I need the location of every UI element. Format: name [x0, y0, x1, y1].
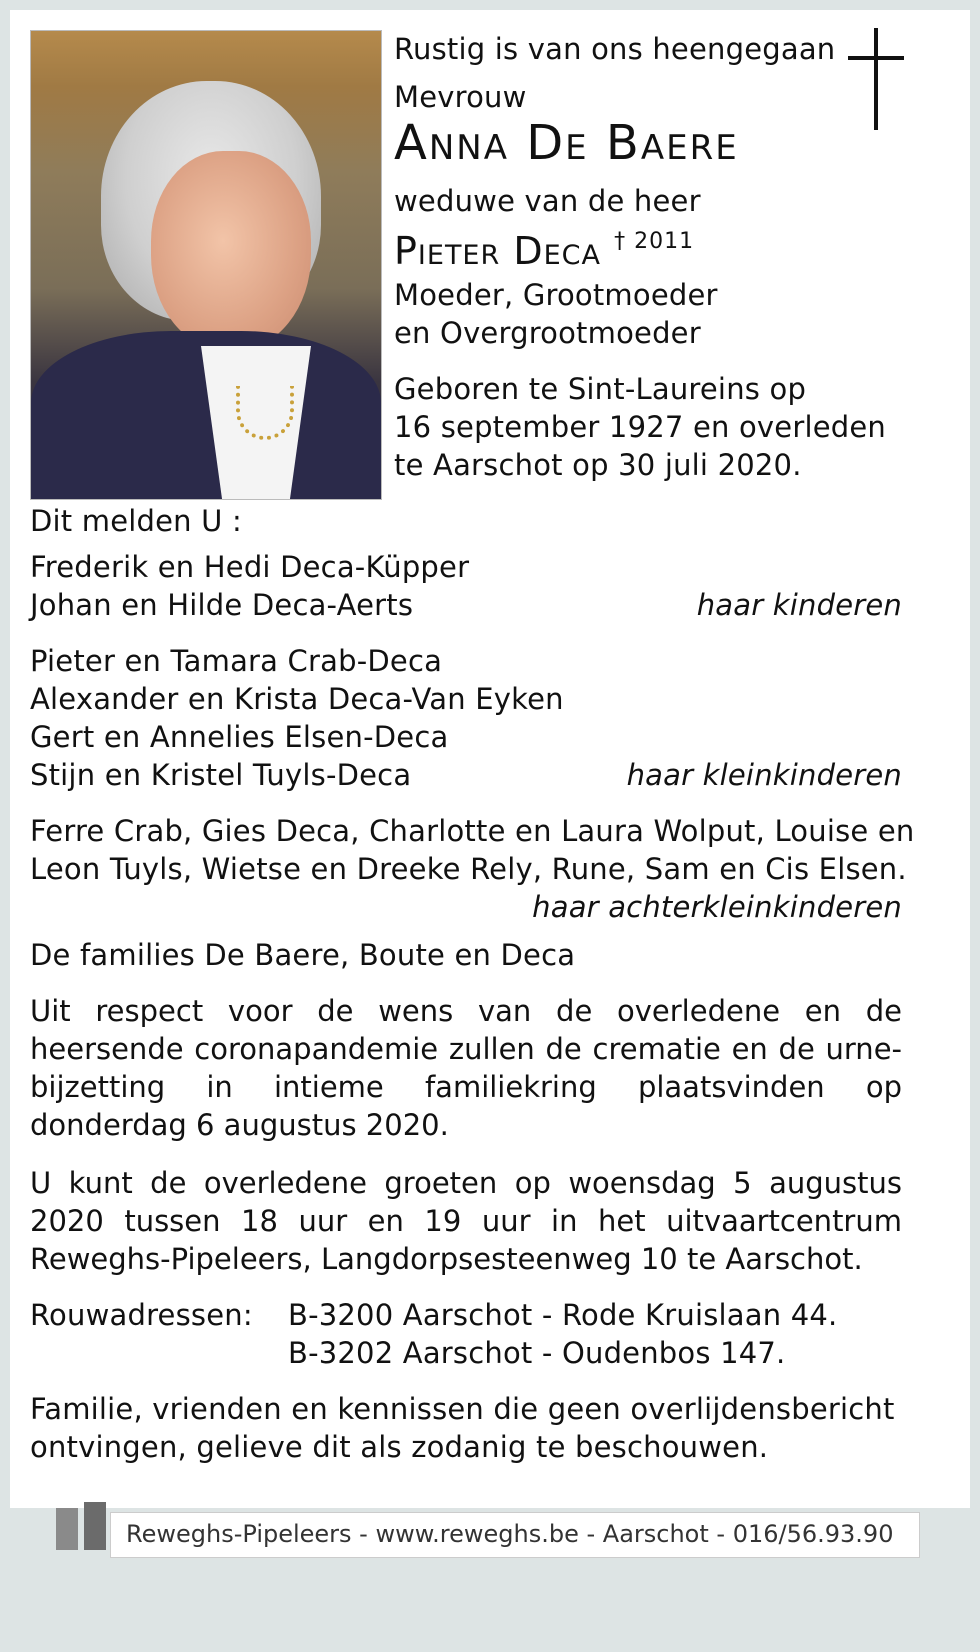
address-line-1: B-3200 Aarschot - Rode Kruislaan 44.: [288, 1298, 838, 1332]
roles-line-2: en Overgrootmoeder: [394, 316, 701, 350]
widow-of-text: weduwe van de heer: [394, 184, 701, 218]
ceremony-paragraph: Uit respect voor de wens van de overledene en de heersende coronapandemie zullen de crematie en de urne-bijzetting in intieme familiekring plaatsvinden op donderdag 6 augustus 2020.: [30, 994, 902, 1142]
grandchildren-label: haar kleinkinderen: [626, 758, 902, 792]
list-item: Frederik en Hedi Deca-Küpper: [30, 550, 470, 584]
spouse-name-line: [394, 220, 694, 273]
spouse-death-year: † 2011: [614, 229, 695, 254]
great-grandchildren-line-2: Leon Tuyls, Wietse en Dreeke Rely, Rune, Sam en Cis Elsen.: [30, 852, 907, 886]
cross-icon: [848, 28, 904, 130]
funeral-home-logo-icon: [56, 1502, 108, 1550]
addresses-label: Rouwadressen:: [30, 1298, 253, 1332]
deceased-name: Anna De Baere: [394, 115, 739, 171]
closing-line-1: Familie, vrienden en kennissen die geen overlijdensbericht: [30, 1392, 895, 1426]
closing-line-2: ontvingen, gelieve dit als zodanig te beschouwen.: [30, 1430, 769, 1464]
birth-line-3: te Aarschot op 30 juli 2020.: [394, 448, 802, 482]
great-grandchildren-line-1: Ferre Crab, Gies Deca, Charlotte en Laura Wolput, Louise en: [30, 814, 915, 848]
visit-paragraph: U kunt de overledene groeten op woensdag 5 augustus 2020 tussen 18 uur en 19 uur in het uitvaartcentrum Reweghs-Pipeleers, Langdorpsesteenweg 10 te Aarschot.: [30, 1166, 902, 1276]
roles-line-1: Moeder, Grootmoeder: [394, 278, 718, 312]
list-item: Gert en Annelies Elsen-Deca: [30, 720, 449, 754]
list-item: Stijn en Kristel Tuyls-Deca: [30, 758, 412, 792]
list-item: Pieter en Tamara Crab-Deca: [30, 644, 443, 678]
address-line-2: B-3202 Aarschot - Oudenbos 147.: [288, 1336, 786, 1370]
birth-line-1: Geboren te Sint-Laureins op: [394, 372, 807, 406]
birth-line-2: 16 september 1927 en overleden: [394, 410, 886, 444]
portrait-face: [151, 151, 311, 351]
children-label: haar kinderen: [696, 588, 902, 622]
portrait-photo: [30, 30, 382, 500]
spouse-name: Pieter Deca: [394, 229, 601, 273]
list-item: Alexander en Krista Deca-Van Eyken: [30, 682, 564, 716]
intro-text: Rustig is van ons heengegaan: [394, 32, 836, 66]
announce-text: Dit melden U :: [30, 504, 242, 538]
list-item: Johan en Hilde Deca-Aerts: [30, 588, 414, 622]
footer-contact: Reweghs-Pipeleers - www.reweghs.be - Aarschot - 016/56.93.90: [126, 1520, 894, 1548]
families-text: De families De Baere, Boute en Deca: [30, 938, 576, 972]
title-text: Mevrouw: [394, 80, 527, 114]
great-grandchildren-label: haar achterkleinkinderen: [532, 890, 902, 924]
